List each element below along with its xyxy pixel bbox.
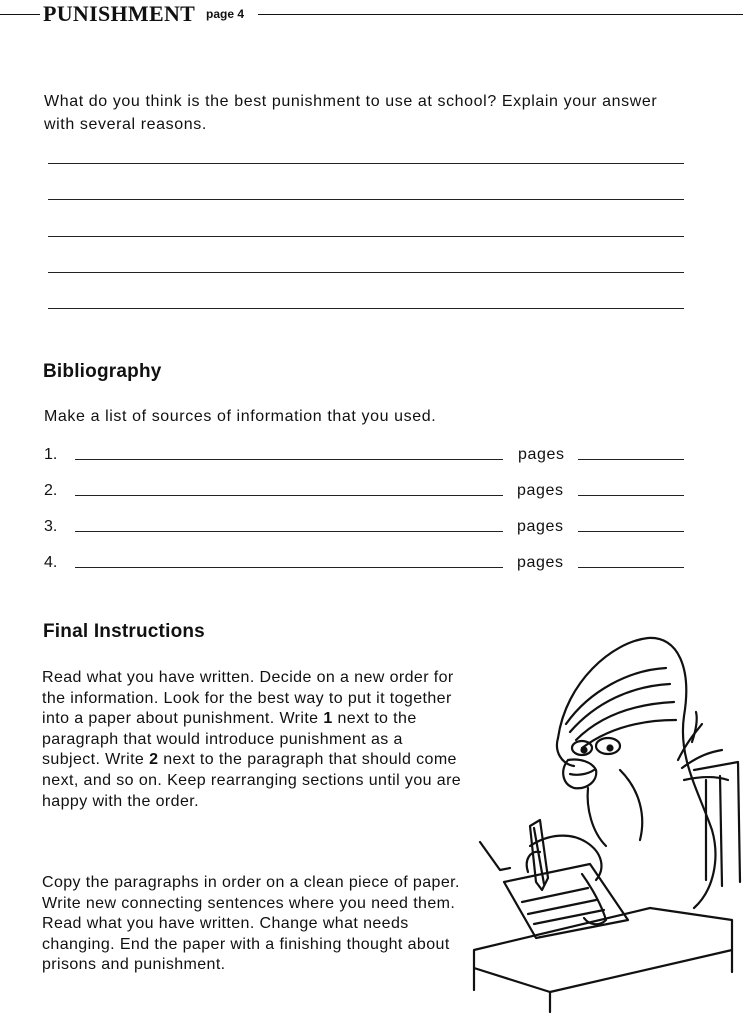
bib-pages-label: pages (518, 446, 565, 463)
bibliography-heading: Bibliography (43, 361, 162, 382)
answer-line-2[interactable] (48, 199, 684, 200)
answer-line-4[interactable] (48, 272, 684, 273)
answer-line-1[interactable] (48, 163, 684, 164)
para1-number-2: 2 (149, 751, 159, 769)
answer-line-3[interactable] (48, 236, 684, 237)
header-rule-left (0, 14, 40, 15)
bib-pages-line[interactable] (578, 567, 684, 568)
para1-text-a: Read what you have written. Decide on a new order for the information. Look for the best way to put it together into a paper about punishment. Write (42, 669, 454, 728)
para1-text-c: next to the paragraph that should come next, and so on. Keep rearranging sections until you are happy with the order. (42, 751, 462, 810)
para1-text-b: next to the paragraph that would introduce punishment as a subject. Write (42, 710, 417, 769)
bib-pages-line[interactable] (578, 531, 684, 532)
bib-source-line[interactable] (75, 567, 503, 568)
instructions-paragraph-1 (42, 668, 462, 812)
page-title: PUNISHMENT (43, 1, 196, 26)
bib-number: 2. (44, 482, 58, 499)
final-instructions-heading: Final Instructions (43, 621, 205, 642)
answer-line-5[interactable] (48, 308, 684, 309)
bib-pages-label: pages (517, 518, 564, 535)
bib-source-line[interactable] (75, 459, 503, 460)
bird-writing-icon (470, 620, 743, 1024)
bib-number: 1. (44, 446, 58, 463)
bib-pages-line[interactable] (578, 459, 684, 460)
bib-pages-label: pages (517, 482, 564, 499)
page-number: page 4 (206, 7, 245, 21)
bib-number: 4. (44, 554, 58, 571)
bib-pages-label: pages (517, 554, 564, 571)
para1-number-1: 1 (323, 710, 333, 728)
bibliography-instruction: Make a list of sources of information that you used. (44, 408, 437, 425)
bib-number: 3. (44, 518, 58, 535)
instructions-paragraph-2: Copy the paragraphs in order on a clean piece of paper. Write new connecting sentences where you need them. Read what you have written. Change what needs changing. End the paper with a finishing thought about prisons and punishment. (42, 874, 460, 974)
bib-pages-line[interactable] (578, 495, 684, 496)
bib-source-line[interactable] (75, 531, 503, 532)
bib-source-line[interactable] (75, 495, 503, 496)
header-rule-right (258, 14, 743, 15)
question-prompt: What do you think is the best punishment to use at school? Explain your answer with several reasons. (44, 93, 658, 133)
